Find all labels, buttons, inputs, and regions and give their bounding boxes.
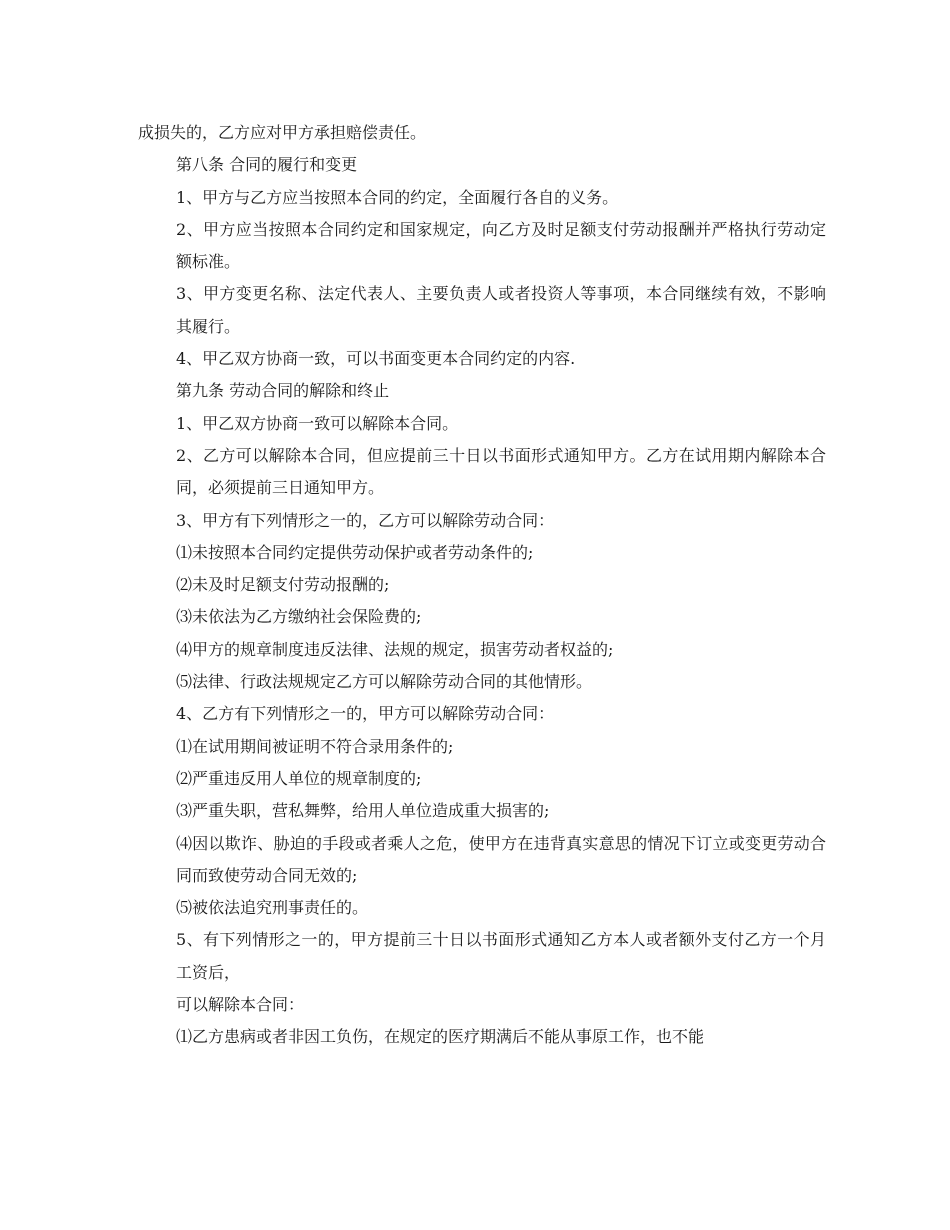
article-9-clause-3: 3、甲方有下列情形之一的，乙方可以解除劳动合同： <box>176 510 555 530</box>
list-item: ⑶未依法为乙方缴纳社会保险费的; <box>176 607 422 627</box>
article-8-clause-3: 3、甲方变更名称、法定代表人、主要负责人或者投资人等事项，本合同继续有效，不影响其履行。 <box>176 284 826 336</box>
list-item: ⑵严重违反用人单位的规章制度的; <box>176 768 422 788</box>
article-9-clause-5-continuation: 可以解除本合同： <box>176 995 305 1015</box>
article-8-clause-2: 2、甲方应当按照本合同约定和国家规定，向乙方及时足额支付劳动报酬并严格执行劳动定额标准。 <box>176 219 826 272</box>
list-item: ⑸法律、行政法规规定乙方可以解除劳动合同的其他情形。 <box>176 672 593 692</box>
paragraph-continuation: 成损失的，乙方应对甲方承担赔偿责任。 <box>138 123 427 142</box>
article-9-clause-5: 5、有下列情形之一的，甲方提前三十日以书面形式通知乙方本人或者额外支付乙方一个月工资后， <box>176 930 826 982</box>
article-9-clause-2: 2、乙方可以解除本合同，但应提前三十日以书面形式通知甲方。乙方在试用期内解除本合同，必须提前三日通知甲方。 <box>176 445 826 498</box>
list-item: ⑶严重失职，营私舞弊，给用人单位造成重大损害的; <box>176 801 550 821</box>
article-9-clause-1: 1、甲乙双方协商一致可以解除本合同。 <box>176 413 459 433</box>
article-8-clause-4: 4、甲乙双方协商一致，可以书面变更本合同约定的内容. <box>176 349 576 369</box>
list-item: ⑴在试用期间被证明不符合录用条件的; <box>176 736 454 756</box>
article-8-heading: 第八条 合同的履行和变更 <box>176 155 358 175</box>
document-body <box>138 117 826 1054</box>
list-item: ⑸被依法追究刑事责任的。 <box>176 898 369 918</box>
article-9-clause-4: 4、乙方有下列情形之一的，甲方可以解除劳动合同： <box>176 704 555 724</box>
list-item: ⑷甲方的规章制度违反法律、法规的规定，损害劳动者权益的; <box>176 639 614 659</box>
list-item: ⑵未及时足额支付劳动报酬的; <box>176 575 390 595</box>
list-item: ⑷因以欺诈、胁迫的手段或者乘人之危，使甲方在违背真实意思的情况下订立或变更劳动合同而致使劳动合同无效的; <box>176 833 826 885</box>
list-item: ⑴乙方患病或者非因工负伤，在规定的医疗期满后不能从事原工作，也不能 <box>176 1027 705 1047</box>
list-item: ⑴未按照本合同约定提供劳动保护或者劳动条件的; <box>176 542 534 562</box>
article-9-heading: 第九条 劳动合同的解除和终止 <box>176 381 390 401</box>
article-8-clause-1: 1、甲方与乙方应当按照本合同的约定，全面履行各自的义务。 <box>176 187 619 207</box>
